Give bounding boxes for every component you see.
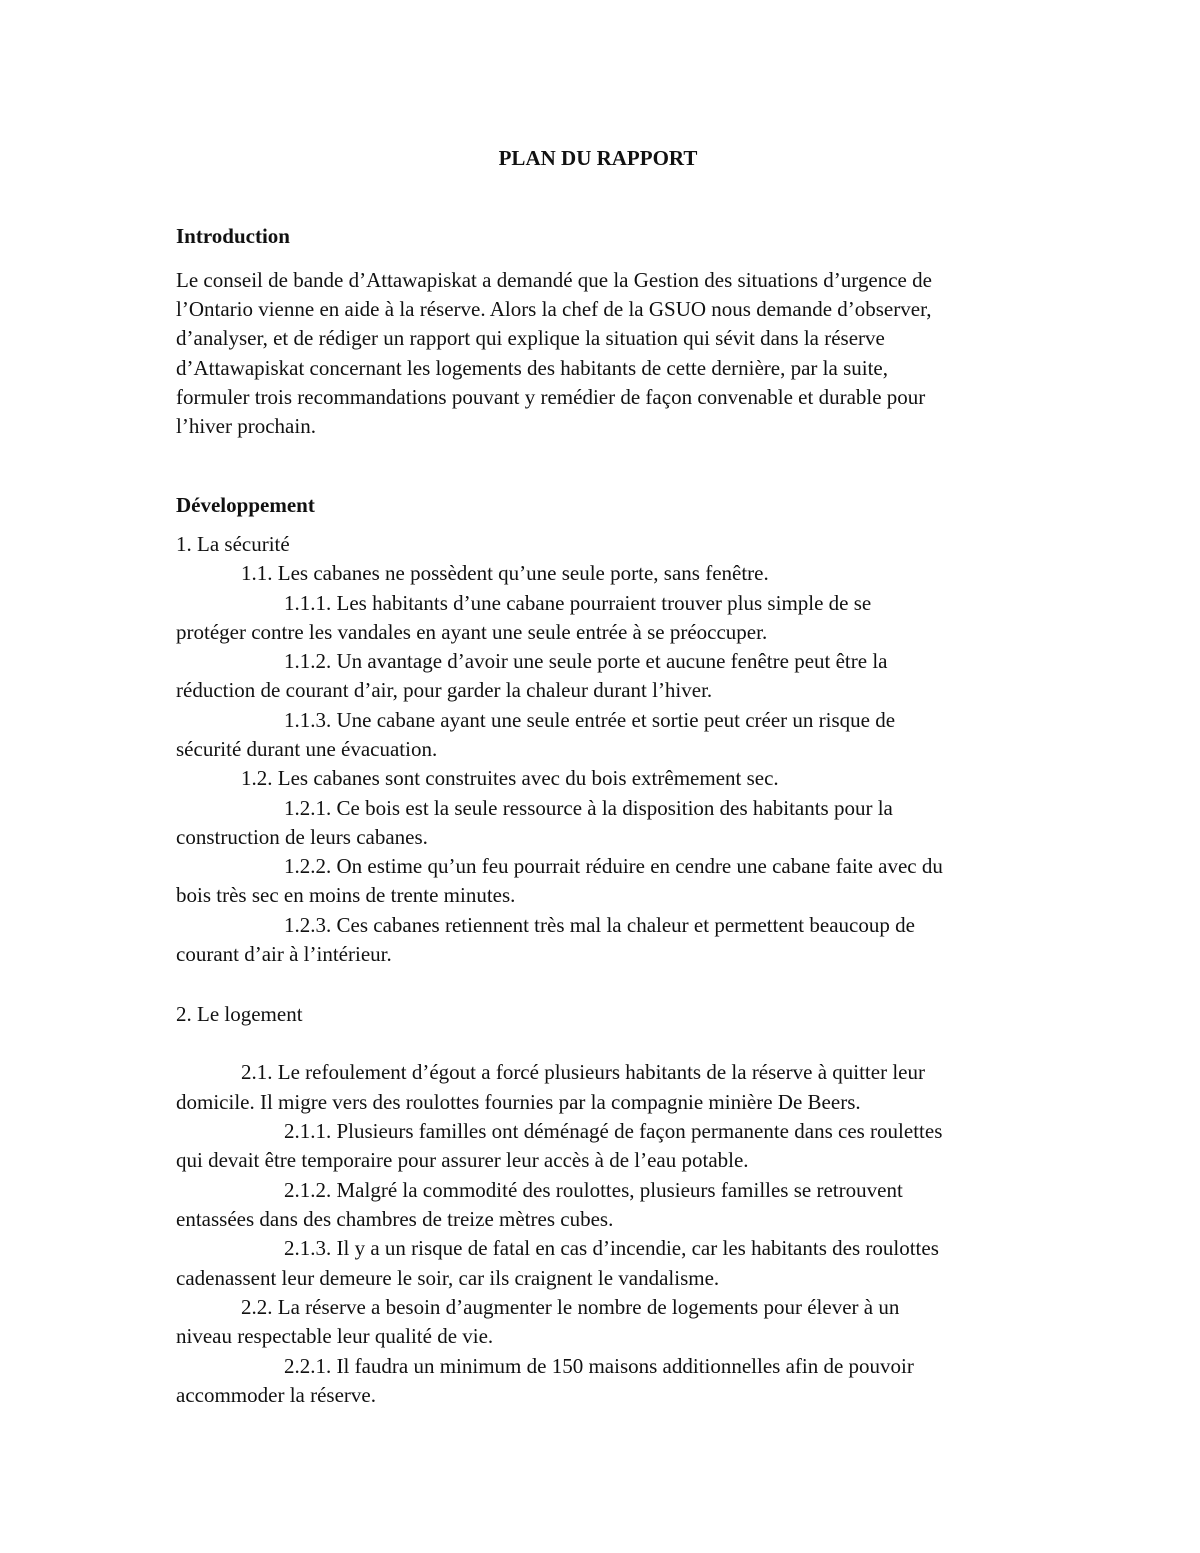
item-1-1-3-cont: sécurité durant une évacuation. [176, 737, 438, 761]
item-1-2-3-cont: courant d’air à l’intérieur. [176, 942, 392, 966]
item-1-1: 1.1. Les cabanes ne possèdent qu’une seule porte, sans fenêtre. [241, 561, 769, 585]
item-2-2-1-cont: accommoder la réserve. [176, 1383, 376, 1407]
introduction-line: l’Ontario vienne en aide à la réserve. Alors la chef de la GSUO nous demande d’observer, [176, 297, 932, 321]
item-2-2-cont: niveau respectable leur qualité de vie. [176, 1324, 494, 1348]
item-2-1-1: 2.1.1. Plusieurs familles ont déménagé de façon permanente dans ces roulettes [284, 1119, 943, 1143]
item-1-2-2-cont: bois très sec en moins de trente minutes. [176, 883, 516, 907]
development-heading: Développement [176, 493, 315, 517]
document-title: PLAN DU RAPPORT [498, 146, 698, 170]
item-2-1-3-cont: cadenassent leur demeure le soir, car ils craignent le vandalisme. [176, 1266, 720, 1290]
item-1-2: 1.2. Les cabanes sont construites avec du bois extrêmement sec. [241, 766, 779, 790]
introduction-line: Le conseil de bande d’Attawapiskat a demandé que la Gestion des situations d’urgence de [176, 268, 932, 292]
introduction-heading: Introduction [176, 224, 290, 248]
item-1-1-3: 1.1.3. Une cabane ayant une seule entrée et sortie peut créer un risque de [284, 708, 896, 732]
item-2-1-3: 2.1.3. Il y a un risque de fatal en cas d’incendie, car les habitants des roulottes [284, 1236, 939, 1260]
introduction-line: d’Attawapiskat concernant les logements des habitants de cette dernière, par la suite, [176, 356, 888, 380]
item-1-2-2: 1.2.2. On estime qu’un feu pourrait réduire en cendre une cabane faite avec du [284, 854, 943, 878]
item-1-2-1-cont: construction de leurs cabanes. [176, 825, 428, 849]
section-2-title: 2. Le logement [176, 1002, 303, 1026]
item-2-1-1-cont: qui devait être temporaire pour assurer leur accès à de l’eau potable. [176, 1148, 749, 1172]
item-2-1-2: 2.1.2. Malgré la commodité des roulottes, plusieurs familles se retrouvent [284, 1178, 903, 1202]
item-2-2-1: 2.2.1. Il faudra un minimum de 150 maisons additionnelles afin de pouvoir [284, 1354, 914, 1378]
item-2-1-cont: domicile. Il migre vers des roulottes fournies par la compagnie minière De Beers. [176, 1090, 861, 1114]
item-1-1-2-cont: réduction de courant d’air, pour garder la chaleur durant l’hiver. [176, 678, 713, 702]
item-1-2-3: 1.2.3. Ces cabanes retiennent très mal la chaleur et permettent beaucoup de [284, 913, 915, 937]
introduction-line: formuler trois recommandations pouvant y remédier de façon convenable et durable pour [176, 385, 926, 409]
introduction-line: l’hiver prochain. [176, 414, 316, 438]
item-2-2: 2.2. La réserve a besoin d’augmenter le nombre de logements pour élever à un [241, 1295, 900, 1319]
section-1-title: 1. La sécurité [176, 532, 290, 556]
item-2-1: 2.1. Le refoulement d’égout a forcé plusieurs habitants de la réserve à quitter leur [241, 1060, 925, 1084]
item-1-2-1: 1.2.1. Ce bois est la seule ressource à la disposition des habitants pour la [284, 796, 893, 820]
item-1-1-1: 1.1.1. Les habitants d’une cabane pourraient trouver plus simple de se [284, 591, 872, 615]
introduction-line: d’analyser, et de rédiger un rapport qui explique la situation qui sévit dans la réserve [176, 326, 885, 350]
item-1-1-2: 1.1.2. Un avantage d’avoir une seule porte et aucune fenêtre peut être la [284, 649, 888, 673]
item-2-1-2-cont: entassées dans des chambres de treize mètres cubes. [176, 1207, 614, 1231]
item-1-1-1-cont: protéger contre les vandales en ayant une seule entrée à se préoccuper. [176, 620, 768, 644]
